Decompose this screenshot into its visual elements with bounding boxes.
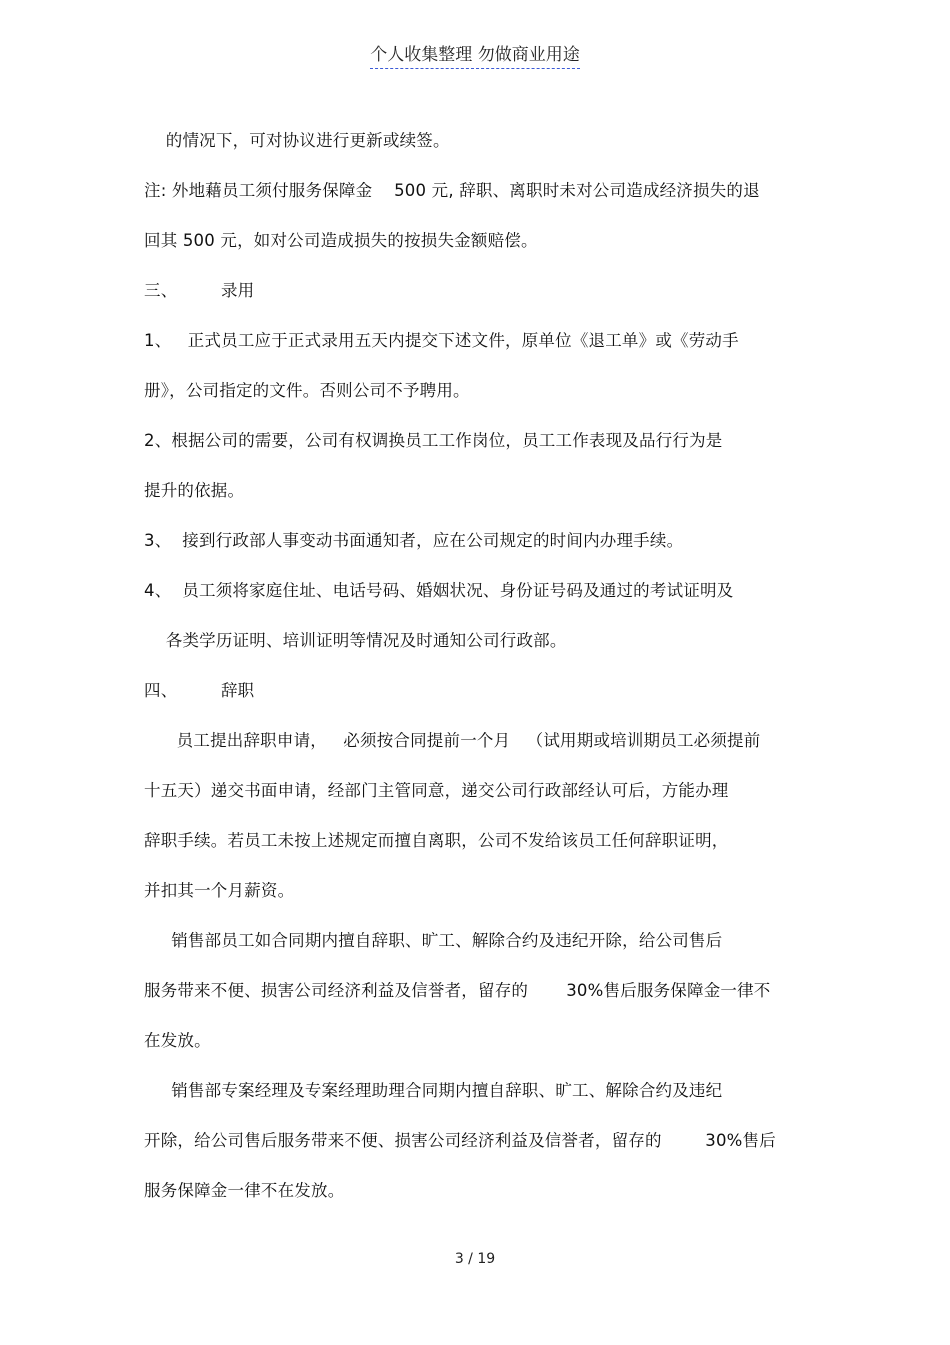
- body-line: 并扣其一个月薪资。: [144, 881, 295, 900]
- body-line: 的情况下，可对协议进行更新或续签。: [144, 131, 450, 150]
- header-text: 个人收集整理 勿做商业用途: [370, 40, 579, 69]
- body-line: 回其 500 元，如对公司造成损失的按损失金额赔偿。: [144, 231, 538, 250]
- body-line: 4、 员工须将家庭住址、电话号码、婚姻状况、身份证号码及通过的考试证明及: [144, 581, 734, 600]
- body-line: 各类学历证明、培训证明等情况及时通知公司行政部。: [144, 631, 567, 650]
- body-line: 销售部专案经理及专案经理助理合同期内擅自辞职、旷工、解除合约及违纪: [144, 1081, 723, 1100]
- page-number: 3 / 19: [454, 1251, 496, 1267]
- body-line: 员工提出辞职申请， 必须按合同提前一个月 （试用期或培训期员工必须提前: [144, 731, 761, 750]
- body-line: 册》，公司指定的文件。否则公司不予聘用。: [144, 381, 470, 400]
- body-line: 开除，给公司售后服务带来不便、损害公司经济利益及信誉者，留存的 30%售后: [144, 1131, 776, 1150]
- body-line: 在发放。: [144, 1031, 211, 1050]
- body-line: 辞职手续。若员工未按上述规定而擅自离职，公司不发给该员工任何辞职证明，: [144, 831, 729, 850]
- body-line: 1、 正式员工应于正式录用五天内提交下述文件，原单位《退工单》或《劳动手: [144, 331, 739, 350]
- body-line: 销售部员工如合同期内擅自辞职、旷工、解除合约及违纪开除，给公司售后: [144, 931, 723, 950]
- page-header: [0, 40, 950, 69]
- body-line: 2、根据公司的需要，公司有权调换员工工作岗位，员工工作表现及品行行为是: [144, 431, 723, 450]
- section-heading: 四、 辞职: [144, 681, 255, 700]
- body-line: 3、 接到行政部人事变动书面通知者，应在公司规定的时间内办理手续。: [144, 531, 684, 550]
- body-line: 服务保障金一律不在发放。: [144, 1181, 345, 1200]
- body-line: 提升的依据。: [144, 481, 245, 500]
- body-line: 服务带来不便、损害公司经济利益及信誉者，留存的 30%售后服务保障金一律不: [144, 981, 771, 1000]
- body-line: 十五天）递交书面申请，经部门主管同意，递交公司行政部经认可后，方能办理: [144, 781, 729, 800]
- body-line: 注: 外地藉员工须付服务保障金 500 元, 辞职、离职时未对公司造成经济损失的退: [144, 181, 760, 200]
- section-heading: 三、 录用: [144, 281, 255, 300]
